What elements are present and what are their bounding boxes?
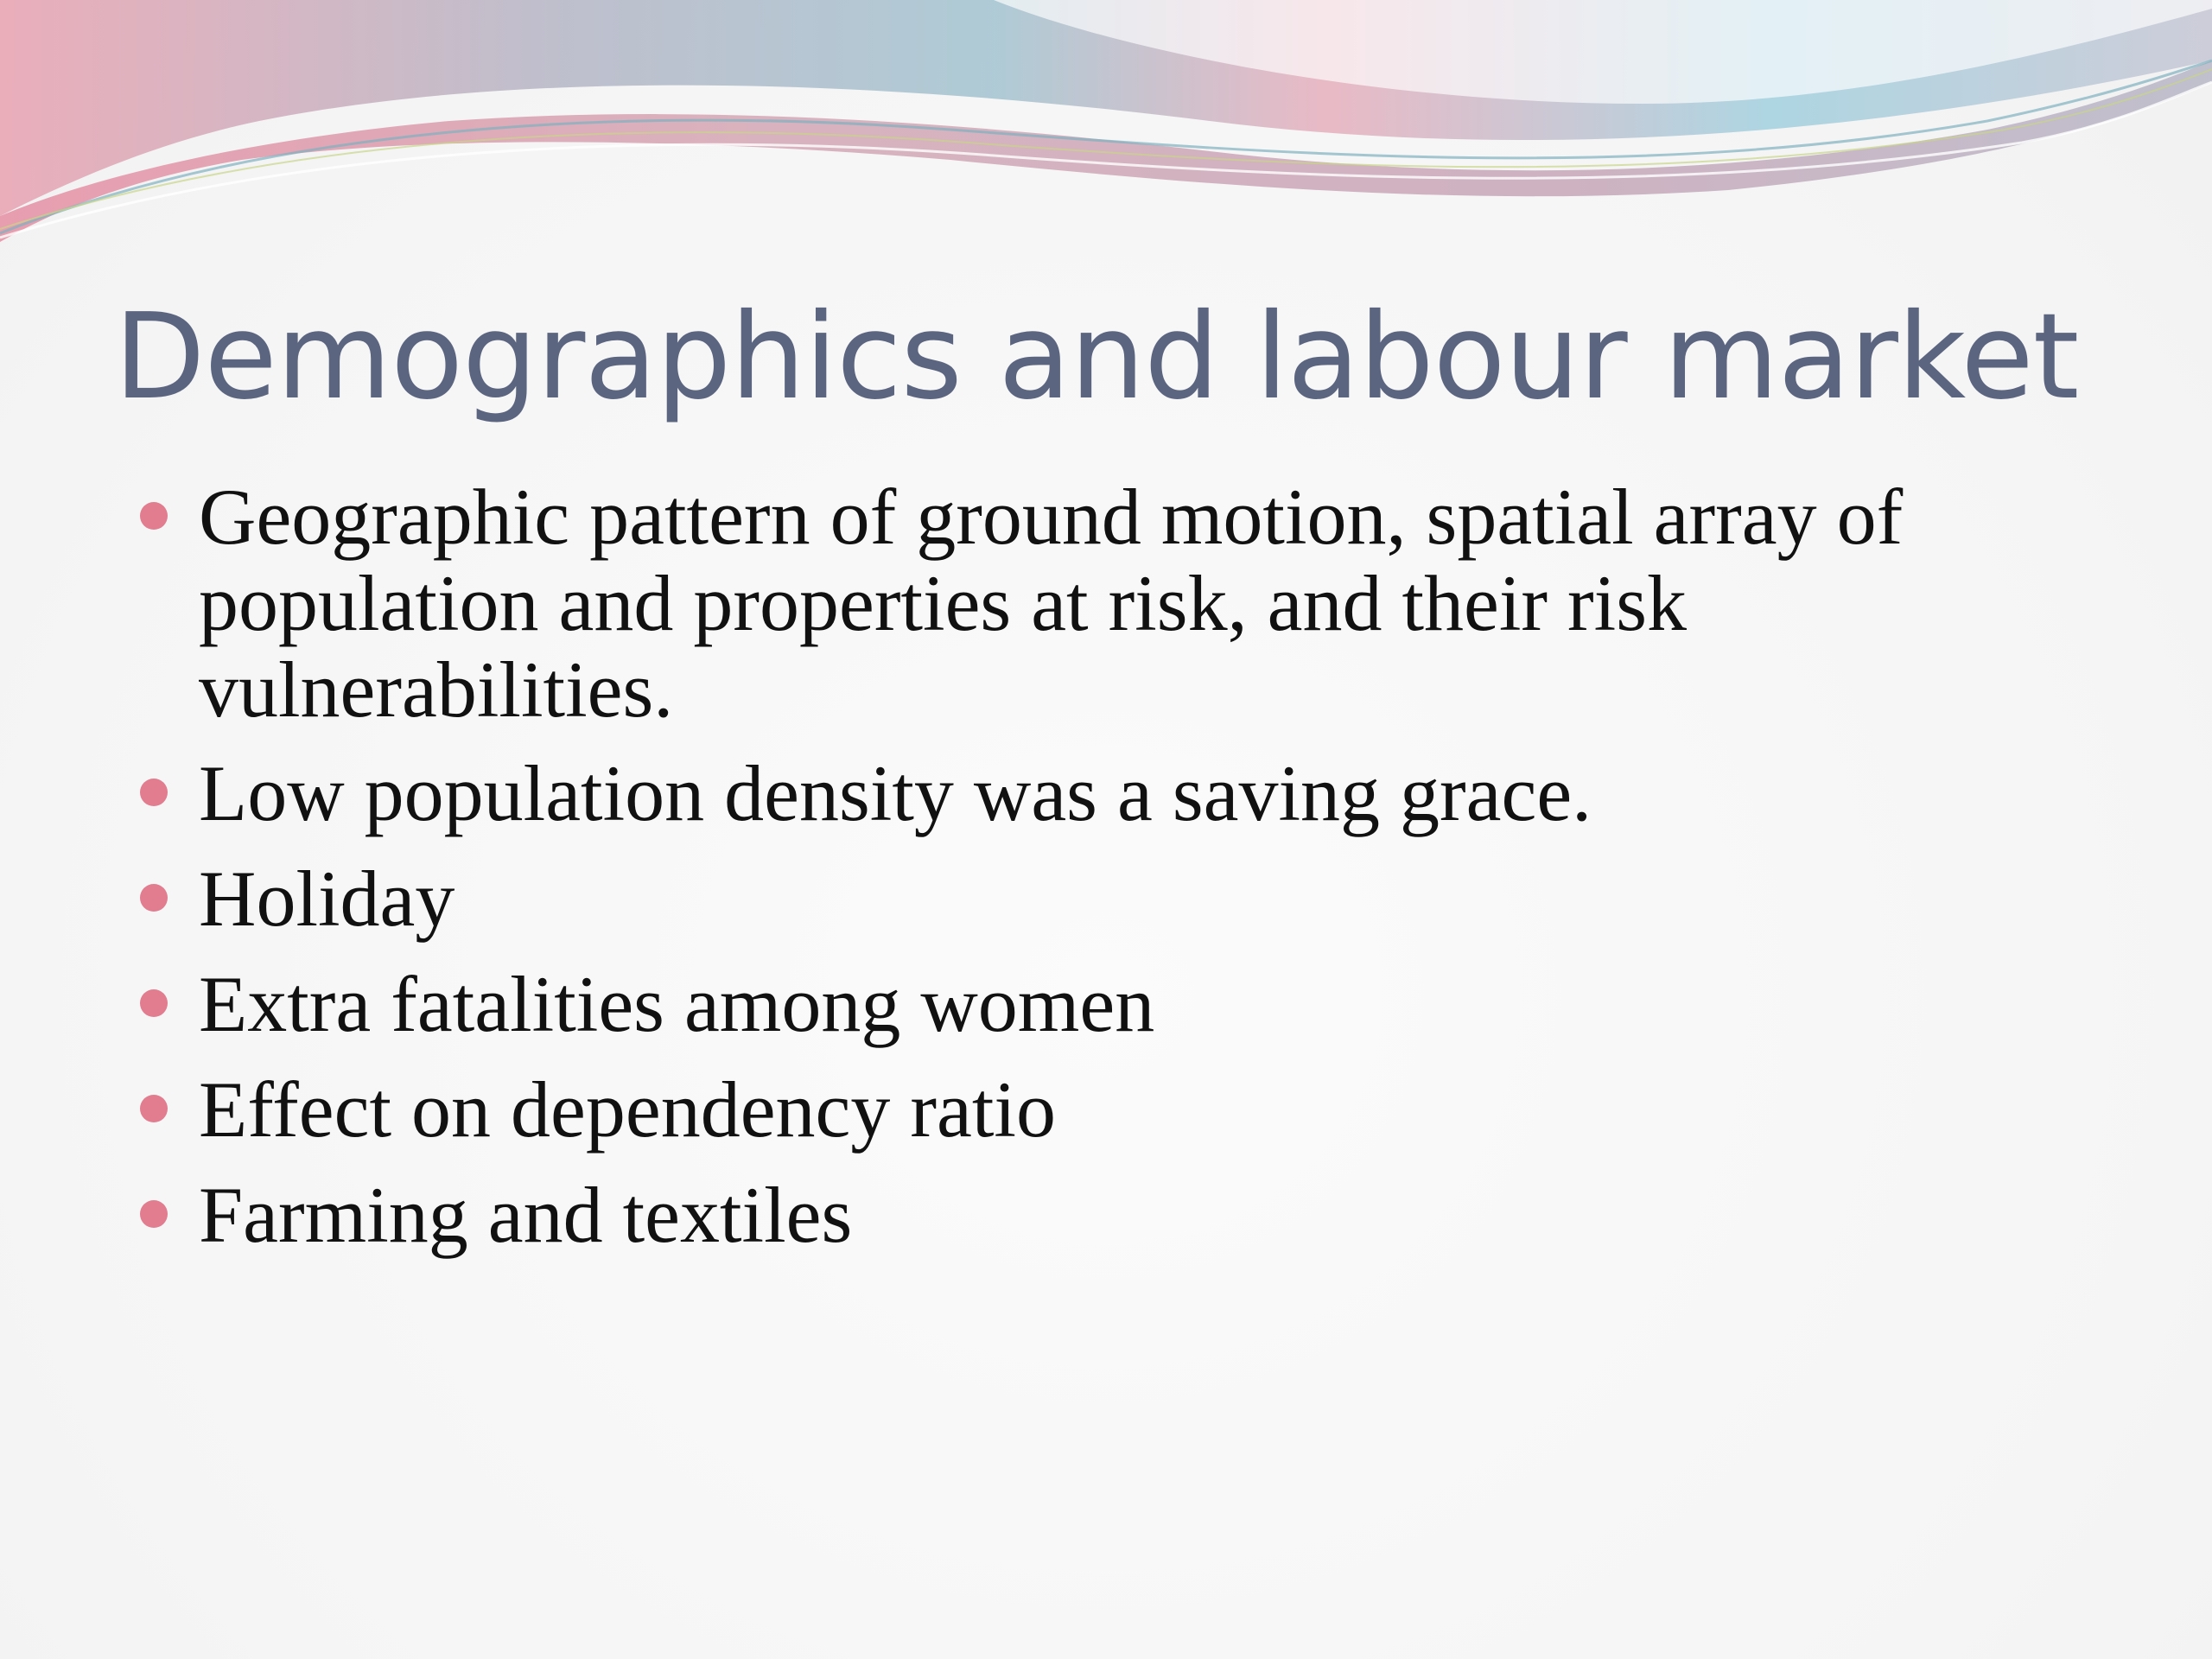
bullet-marker-icon [140,1200,168,1228]
bullet-text: Low population density was a saving grace. [199,749,1592,837]
list-item [134,855,2121,942]
decorative-wave-header [0,0,2212,276]
bullet-marker-icon [140,989,168,1017]
bullet-text: Holiday [199,855,455,943]
bullet-marker-icon [140,779,168,806]
bullet-marker-icon [140,1095,168,1122]
list-item [134,474,2121,733]
bullet-text: Geographic pattern of ground motion, spatial array of population and properties at risk, and their risk vulnerabilities. [199,473,1904,734]
bullet-text: Farming and textiles [199,1171,853,1259]
list-item [134,961,2121,1047]
list-item [134,750,2121,836]
bullet-marker-icon [140,502,168,530]
list-item [134,1172,2121,1258]
list-item [134,1066,2121,1153]
bullet-marker-icon [140,884,168,912]
slide-title: Demographics and labour market [114,289,2079,426]
bullet-text: Effect on dependency ratio [199,1065,1056,1154]
bullet-text: Extra fatalities among women [199,960,1155,1048]
bullet-list [134,474,2121,1277]
